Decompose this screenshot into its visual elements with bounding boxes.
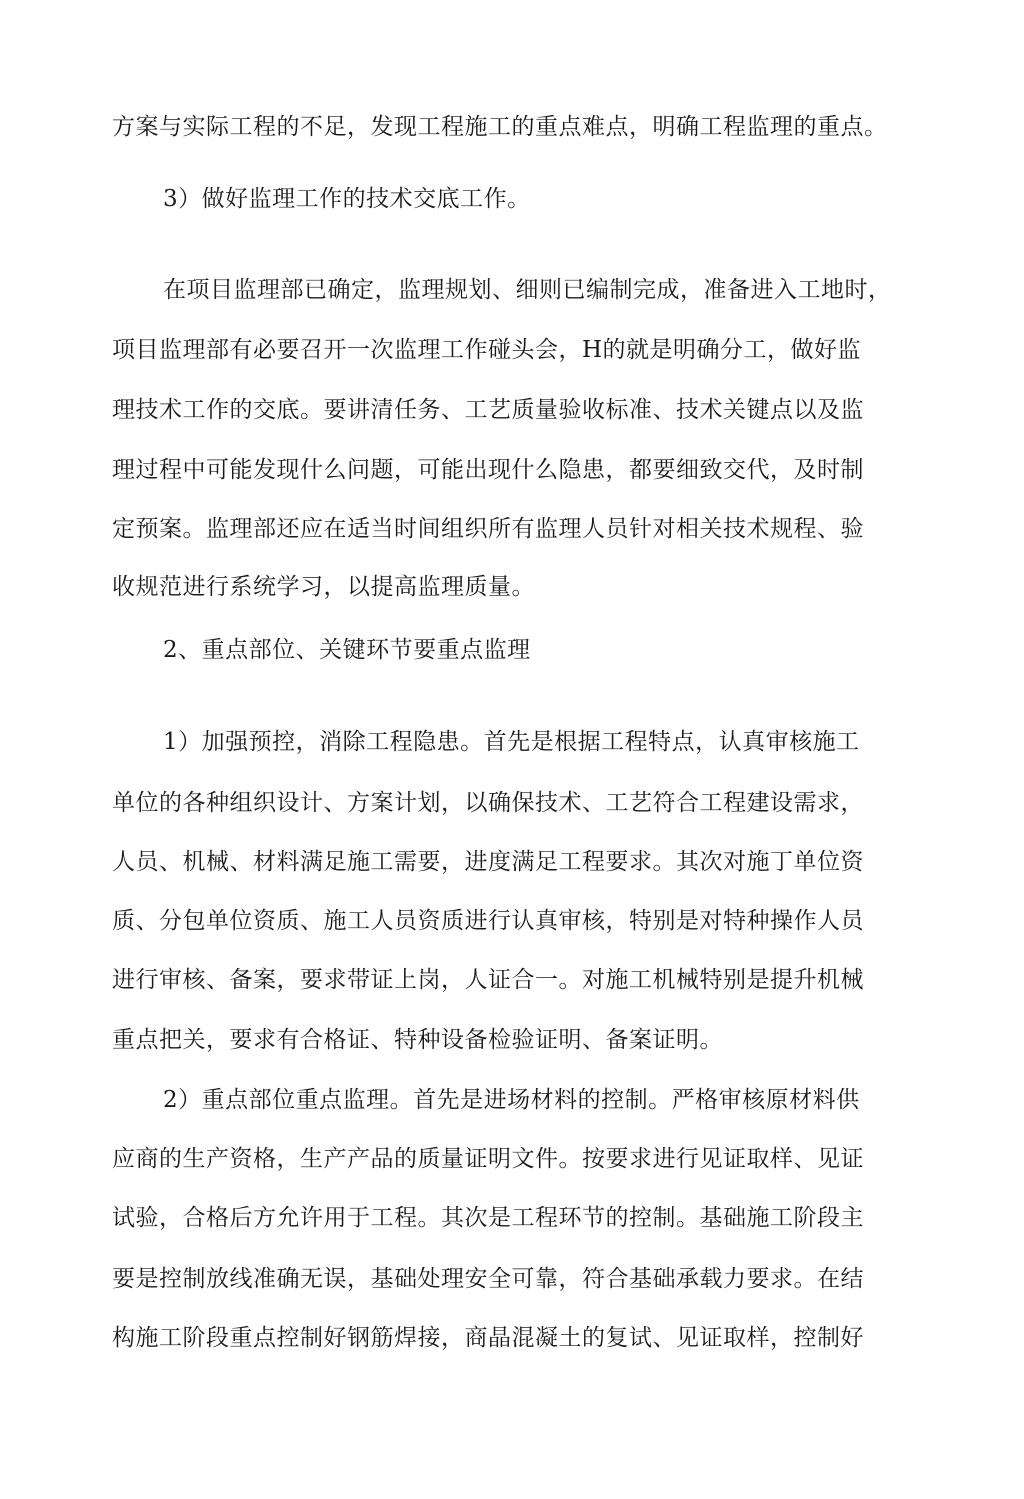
text-line: 在项目监理部已确定，监理规划、细则已编制完成，准备进入工地时， <box>163 277 892 303</box>
text-line: 应商的生产资格，生产产品的质量证明文件。按要求进行见证取样、见证 <box>112 1146 864 1172</box>
text-line: 要是控制放线准确无误，基础处理安全可靠，符合基础承载力要求。在结 <box>112 1266 864 1292</box>
text-line: 2）重点部位重点监理。首先是进场材料的控制。严格审核原材料供 <box>163 1087 860 1113</box>
text-line: 3）做好监理工作的技术交底工作。 <box>163 186 531 212</box>
text-line: 重点把关，要求有合格证、特种设备检验证明、备案证明。 <box>112 1027 723 1053</box>
text-line: 理过程中可能发现什么问题，可能出现什么隐患，都要细致交代，及时制 <box>112 457 864 483</box>
text-line: 构施工阶段重点控制好钢筋焊接，商晶混凝土的复试、见证取样，控制好 <box>112 1325 864 1351</box>
text-line: 定预案。监理部还应在适当时间组织所有监理人员针对相关技术规程、验 <box>112 516 864 542</box>
text-line: 方案与实际工程的不足，发现工程施工的重点难点，明确工程监理的重点。 <box>112 114 888 140</box>
text-line: 理技术工作的交底。要讲清任务、工艺质量验收标准、技术关键点以及监 <box>112 397 864 423</box>
text-line: 项目监理部有必要召开一次监理工作碰头会，H的就是明确分工，做好监 <box>112 337 862 363</box>
text-line: 收规范进行系统学习，以提高监理质量。 <box>112 574 535 600</box>
text-line: 进行审核、备案，要求带证上岗，人证合一。对施工机械特别是提升机械 <box>112 967 864 993</box>
text-line: 单位的各种组织设计、方案计划，以确保技术、工艺符合工程建设需求， <box>112 790 864 816</box>
text-line: 人员、机械、材料满足施工需要，进度满足工程要求。其次对施丁单位资 <box>112 849 864 875</box>
section-heading: 2、重点部位、关键环节要重点监理 <box>163 637 531 663</box>
text-line: 1）加强预控，消除工程隐患。首先是根据工程特点，认真审核施工 <box>163 729 860 755</box>
text-line: 试验，合格后方允许用于工程。其次是工程环节的控制。基础施工阶段主 <box>112 1205 864 1231</box>
text-line: 质、分包单位资质、施工人员资质进行认真审核，特别是对特种操作人员 <box>112 908 864 934</box>
